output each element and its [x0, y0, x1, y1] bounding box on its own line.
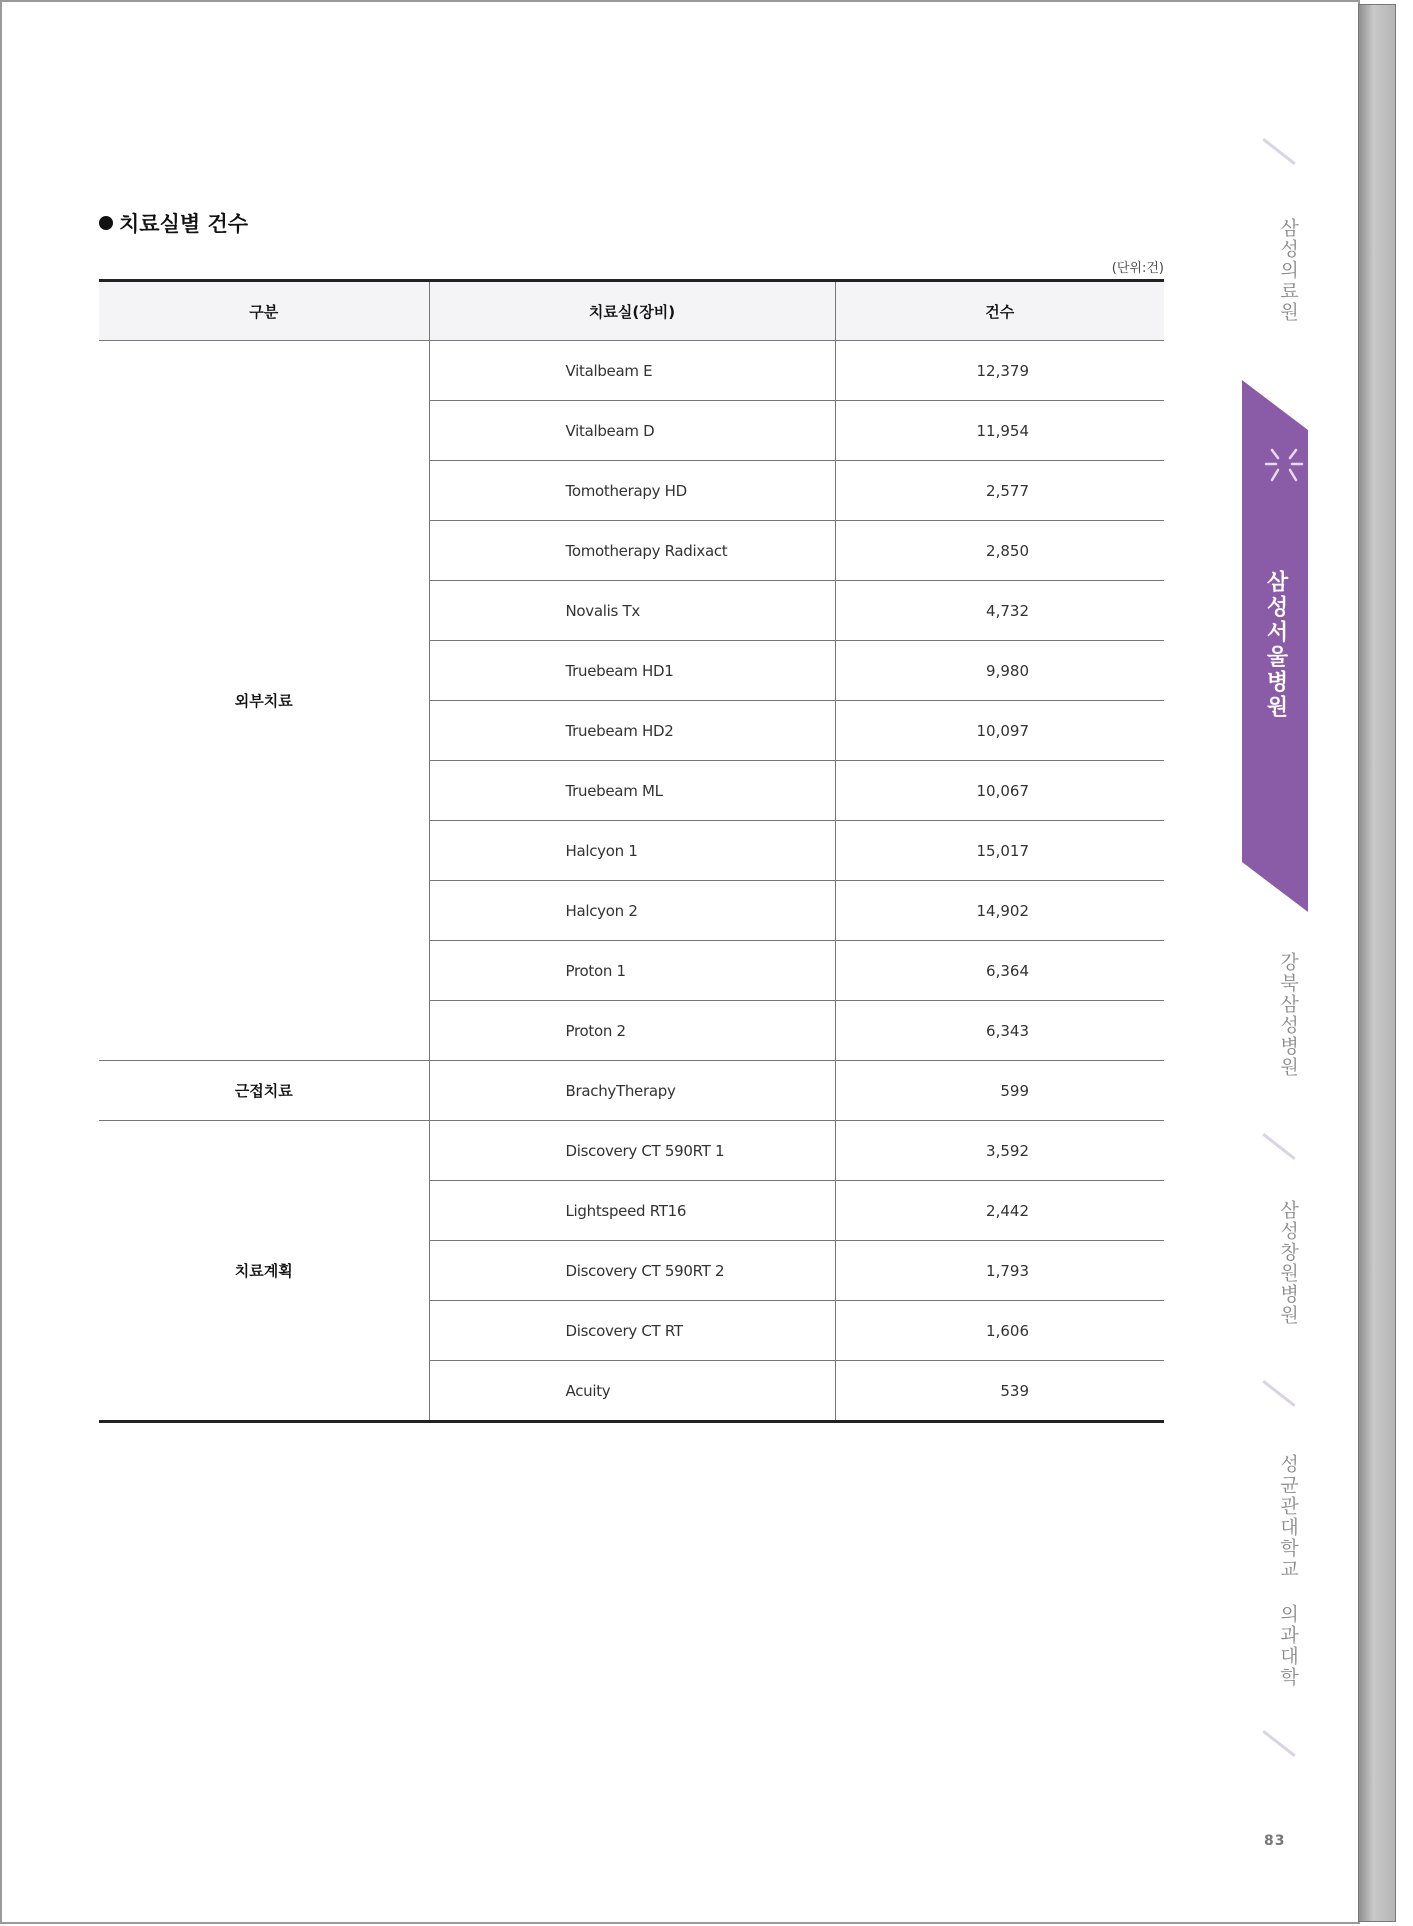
count-cell: 4,732 — [835, 581, 1164, 641]
table-row — [99, 1061, 1164, 1121]
device-cell: Proton 1 — [429, 941, 835, 1001]
group-external: 외부치료 — [99, 341, 429, 1061]
section-title-text: 치료실별 건수 — [119, 212, 249, 236]
count-cell: 9,980 — [835, 641, 1164, 701]
group-brachy: 근접치료 — [99, 1061, 429, 1121]
group-planning: 치료계획 — [99, 1121, 429, 1422]
device-cell: Tomotherapy Radixact — [429, 521, 835, 581]
divider-slash-icon — [1262, 1133, 1295, 1160]
count-cell: 1,606 — [835, 1301, 1164, 1361]
side-nav-item[interactable]: 강북삼성병원 — [1277, 952, 1299, 1078]
count-cell: 10,067 — [835, 761, 1164, 821]
device-cell: Discovery CT RT — [429, 1301, 835, 1361]
side-nav-item[interactable]: 성균관대학교 의과대학 — [1277, 1454, 1299, 1688]
count-cell: 2,850 — [835, 521, 1164, 581]
header-category: 구분 — [99, 281, 429, 341]
count-cell: 11,954 — [835, 401, 1164, 461]
device-cell: Novalis Tx — [429, 581, 835, 641]
count-cell: 539 — [835, 1361, 1164, 1422]
header-count: 건수 — [835, 281, 1164, 341]
device-cell: BrachyTherapy — [429, 1061, 835, 1121]
count-cell: 6,364 — [835, 941, 1164, 1001]
bullet-icon — [99, 216, 113, 230]
treatment-room-table — [99, 279, 1164, 1423]
divider-slash-icon — [1262, 1380, 1295, 1407]
count-cell: 15,017 — [835, 821, 1164, 881]
side-nav-item-active[interactable]: 삼성서울병원 — [1263, 570, 1288, 720]
side-navigation — [1242, 2, 1362, 1926]
device-cell: Proton 2 — [429, 1001, 835, 1061]
device-cell: Halcyon 2 — [429, 881, 835, 941]
page-number: 83 — [1264, 1833, 1286, 1849]
count-cell: 10,097 — [835, 701, 1164, 761]
count-cell: 1,793 — [835, 1241, 1164, 1301]
table-row — [99, 341, 1164, 401]
device-cell: Truebeam HD1 — [429, 641, 835, 701]
device-cell: Vitalbeam E — [429, 341, 835, 401]
device-cell: Acuity — [429, 1361, 835, 1422]
device-cell: Tomotherapy HD — [429, 461, 835, 521]
count-cell: 3,592 — [835, 1121, 1164, 1181]
device-cell: Truebeam ML — [429, 761, 835, 821]
sparkle-icon — [1264, 444, 1304, 484]
device-cell: Discovery CT 590RT 2 — [429, 1241, 835, 1301]
section-title — [99, 208, 248, 238]
count-cell: 6,343 — [835, 1001, 1164, 1061]
device-cell: Halcyon 1 — [429, 821, 835, 881]
count-cell: 2,577 — [835, 461, 1164, 521]
page-edge — [1358, 4, 1396, 1922]
device-cell: Truebeam HD2 — [429, 701, 835, 761]
table-row — [99, 1121, 1164, 1181]
table-header-row — [99, 281, 1164, 341]
side-nav-item[interactable]: 삼성의료원 — [1277, 218, 1299, 323]
divider-slash-icon — [1262, 1730, 1295, 1757]
side-nav-item[interactable]: 삼성창원병원 — [1277, 1200, 1299, 1326]
device-cell: Lightspeed RT16 — [429, 1181, 835, 1241]
count-cell: 14,902 — [835, 881, 1164, 941]
count-cell: 12,379 — [835, 341, 1164, 401]
unit-label: (단위:건) — [1111, 261, 1164, 276]
count-cell: 599 — [835, 1061, 1164, 1121]
device-cell: Vitalbeam D — [429, 401, 835, 461]
count-cell: 2,442 — [835, 1181, 1164, 1241]
divider-slash-icon — [1262, 138, 1295, 165]
header-room: 치료실(장비) — [429, 281, 835, 341]
device-cell: Discovery CT 590RT 1 — [429, 1121, 835, 1181]
